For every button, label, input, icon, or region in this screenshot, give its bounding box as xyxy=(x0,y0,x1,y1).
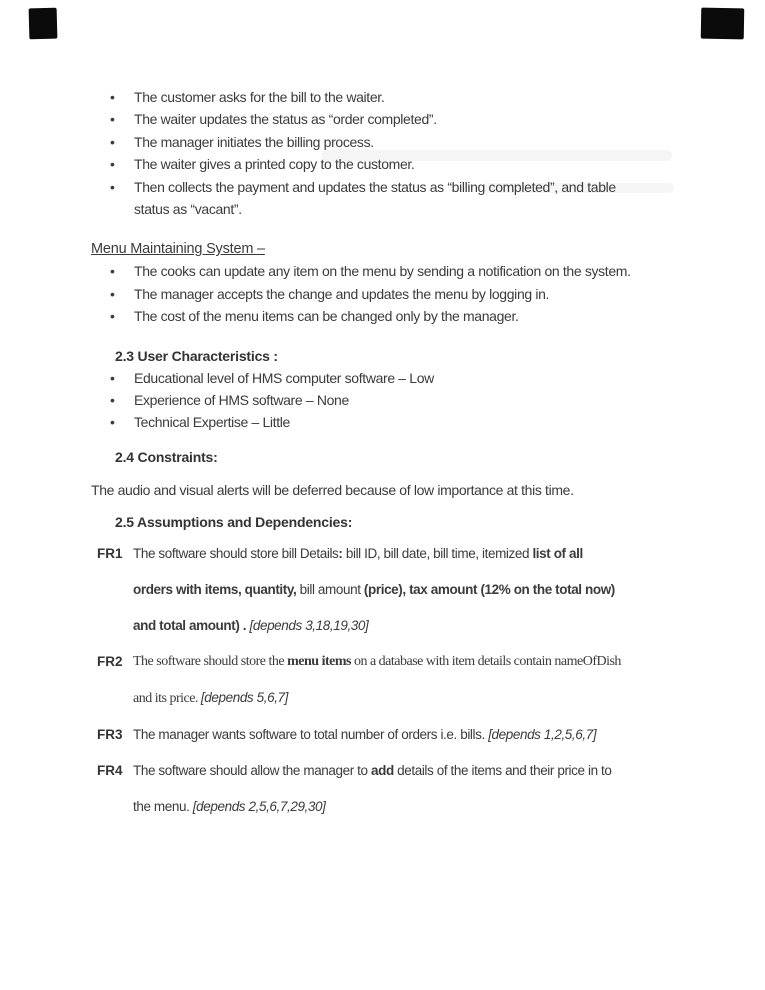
requirement-row xyxy=(91,753,675,825)
bullet-line: • The waiter updates the status as “order completed”. xyxy=(134,111,437,128)
bullet-item xyxy=(91,411,675,433)
bullet-item xyxy=(91,283,675,305)
constraints-paragraph: The audio and visual alerts will be deferred because of low importance at this time. xyxy=(91,481,574,498)
document-content xyxy=(91,0,675,825)
bullet-item xyxy=(91,367,675,389)
requirement-line: The software should store bill Details: bill ID, bill date, bill time, itemized list of all xyxy=(133,545,583,561)
requirement-row xyxy=(91,644,675,717)
requirement-line: The software should store the menu items on a database with item details contain nameOfDish xyxy=(133,653,621,669)
bullet-item xyxy=(91,305,675,327)
scan-artifact-top-right xyxy=(701,8,745,40)
bullet-line: • Educational level of HMS computer software – Low xyxy=(134,369,434,386)
scan-artifact-top-left xyxy=(29,8,58,40)
requirement-row xyxy=(91,717,675,753)
bullet-line: • Then collects the payment and updates the status as “billing completed”, and table xyxy=(134,178,616,195)
requirement-line: The manager wants software to total number of orders i.e. bills. [depends 1,2,5,6,7] xyxy=(133,726,597,742)
requirement-id: FR2 xyxy=(97,653,123,669)
requirement-line: and total amount) . [depends 3,18,19,30] xyxy=(133,617,369,633)
requirement-row xyxy=(91,536,675,644)
bullet-item xyxy=(91,131,675,153)
bullet-item xyxy=(91,260,675,282)
bullet-item xyxy=(91,108,675,130)
requirements-list xyxy=(91,536,675,825)
requirement-text xyxy=(133,536,675,644)
requirement-line: the menu. [depends 2,5,6,7,29,30] xyxy=(133,798,326,814)
bullet-line: • The cooks can update any item on the menu by sending a notification on the system. xyxy=(134,263,631,280)
requirement-id: FR4 xyxy=(97,762,123,778)
requirement-text xyxy=(133,753,675,825)
constraints-heading: 2.4 Constraints: xyxy=(115,448,218,465)
user-characteristics-list xyxy=(91,367,675,434)
bullet-line: • Technical Expertise – Little xyxy=(134,414,290,431)
requirement-line: and its price. [depends 5,6,7] xyxy=(133,689,288,706)
bullet-line: • The cost of the menu items can be changed only by the manager. xyxy=(134,308,519,325)
bullet-item xyxy=(91,389,675,411)
bullet-line: • The waiter gives a printed copy to the customer. xyxy=(134,156,415,173)
bullet-item xyxy=(91,86,675,108)
bullet-item xyxy=(91,153,675,175)
requirement-line: orders with items, quantity, bill amount (price), tax amount (12% on the total now) xyxy=(133,581,615,597)
requirement-id: FR1 xyxy=(97,545,123,561)
bullet-item xyxy=(91,176,675,221)
bullet-line: • The customer asks for the bill to the waiter. xyxy=(134,89,385,105)
bullet-line: status as “vacant”. xyxy=(134,201,242,218)
requirement-text xyxy=(133,644,675,717)
requirement-id: FR3 xyxy=(97,726,123,742)
assumptions-heading: 2.5 Assumptions and Dependencies: xyxy=(115,513,353,530)
bullet-line: • The manager accepts the change and updates the menu by logging in. xyxy=(134,285,550,302)
bullet-line: • Experience of HMS software – None xyxy=(134,392,349,409)
billing-steps-list xyxy=(91,86,675,220)
requirement-line: The software should allow the manager to add details of the items and their price in to xyxy=(133,762,612,778)
menu-system-list xyxy=(91,260,675,327)
user-characteristics-heading: 2.3 User Characteristics : xyxy=(115,347,278,364)
requirement-text xyxy=(133,717,675,753)
bullet-line: • The manager initiates the billing process. xyxy=(134,133,374,150)
menu-system-heading: Menu Maintaining System – xyxy=(91,241,265,258)
